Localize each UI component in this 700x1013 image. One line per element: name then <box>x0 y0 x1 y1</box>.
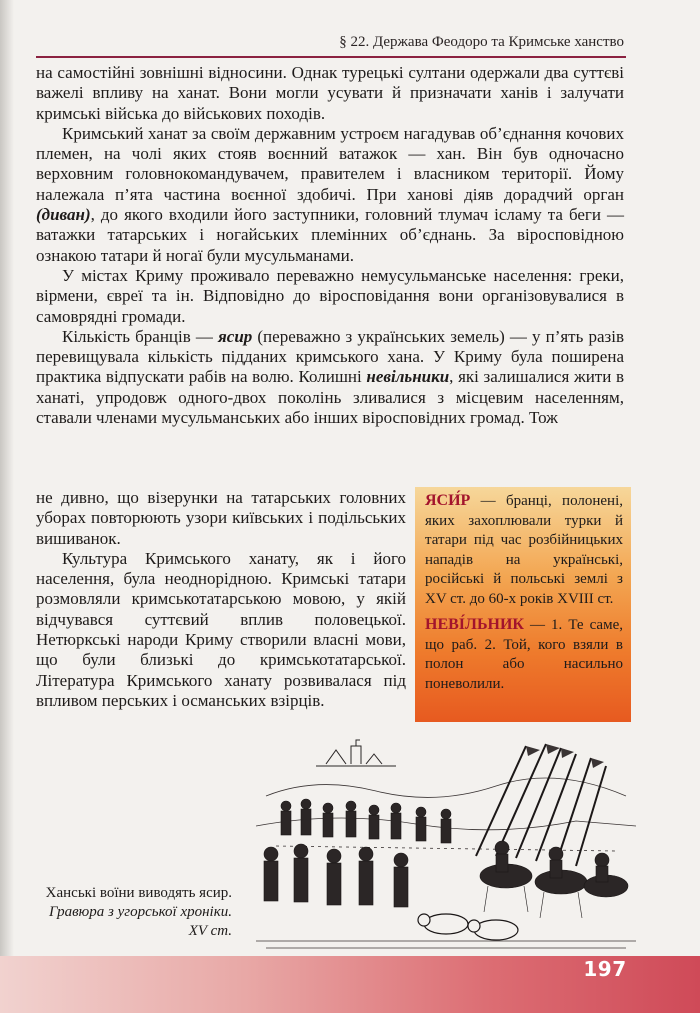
paragraph: на самостійні зовнішні відносини. Однак турецькі султани одержали два суттєві важелі впливу на ханат. Вони могли усувати й призначати ханів і залучати кримські війська до військових походів. <box>36 63 624 123</box>
glossary-definition: — 1. Те саме, що раб. 2. Той, кого взяли в полон або насильно поневолили. <box>425 617 623 692</box>
glossary-entry-nevilnyk <box>425 615 623 694</box>
glossary-term: ЯСИ́Р <box>425 492 471 509</box>
paragraph: У містах Криму проживало переважно немусульманське населення: греки, вірмени, євреї та ін. Відповідно до віросповідання вони організовувалися в самоврядні громади. <box>36 265 624 326</box>
paragraph: не дивно, що візерунки на татарських головних уборах повторюють узори київських і подільських вишиванок. <box>36 488 406 548</box>
paragraph: Кількість бранців — ясир (переважно з українських земель) — у п’ять разів перевищувала кількість підданих кримського хана. У Криму була поширена практика відпускати рабів на волю. Колишні невільники, які залишалися жити в ханаті, упродовж одного-двох поколінь зливалися з місцевим населенням, ставали членами мусульманських або інших віросповідних громад. Тож <box>36 326 625 428</box>
wrapped-text <box>36 488 406 711</box>
page-number: 197 <box>583 957 627 981</box>
glossary-box <box>415 487 631 722</box>
header-rule <box>36 56 626 58</box>
engraving-illustration <box>256 736 636 954</box>
glossary-entry-yasyr <box>425 491 623 609</box>
caption-source: Гравюра з угорської хроніки. XV ст. <box>49 904 232 939</box>
glossary-definition: — бранці, полонені, яких захоплювали турки й татари під час розбійницьких нападів на українські, російські й польські землі з XV ст. до 60-х років XVIII ст. <box>425 493 623 607</box>
illustration-caption: Ханські воїни виводять ясир. Гравюра з угорської хроніки. XV ст. <box>45 885 232 939</box>
term-nevilnyky: невільники <box>366 367 450 387</box>
paragraph: Культура Кримського ханату, як і його населення, була неоднорідною. Кримські татари розмовляли кримськотатарською мовою, у якій відчувався суттєвий вплив половецької. Нетюркські народи Криму створили власні мови, що були близькі до кримськотатарської. Література Кримського ханату розвивалася під впливом перських і османських взірців. <box>36 548 406 710</box>
main-text <box>36 63 624 428</box>
term-yasyr: ясир <box>218 326 253 346</box>
page-binding-shadow <box>0 0 14 1013</box>
running-header: § 22. Держава Феодоро та Кримське ханство <box>339 34 624 50</box>
term-divan: (диван) <box>36 205 91 225</box>
glossary-term: НЕВІ́ЛЬНИК <box>425 616 525 633</box>
paragraph: Кримський ханат за своїм державним устроєм нагадував об’єднання кочових племен, на чолі яких стояв воєнний ватажок — хан. Він був одночасно верховним головнокомандувачем, правителем і власником території. Йому належала п’ята частина воєнної здобичі. При ханові діяв дорадчий орган (диван), до якого входили його заступники, головний тлумач ісламу та беги — ватажки татарських і ногайських племінних об’єднань. За віросповідною ознакою татари й ногаї були мусульманами. <box>36 123 624 265</box>
